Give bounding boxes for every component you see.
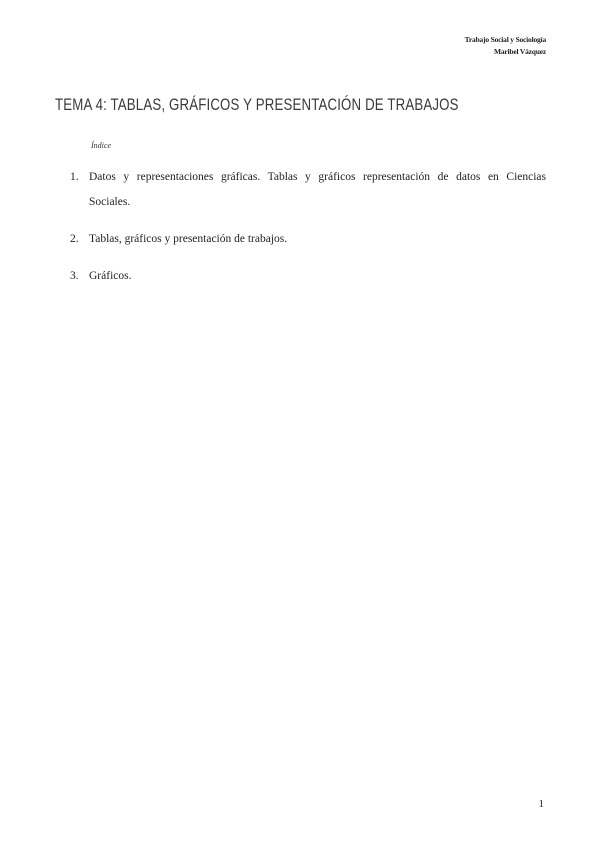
toc-item-3 (70, 264, 546, 289)
page-title: TEMA 4: TABLAS, GRÁFICOS Y PRESENTACIÓN DE TRABAJOS (55, 95, 459, 114)
running-header (465, 34, 546, 58)
toc-heading: Índice (91, 141, 111, 150)
toc-item-2 (70, 227, 546, 252)
toc-item-text: Tablas, gráficos y presentación de trabajos. (89, 233, 288, 245)
header-subject: Trabajo Social y Sociología (464, 35, 546, 44)
toc-item-number: 3. (70, 270, 79, 282)
toc-item-1 (70, 165, 546, 215)
header-author: Maribel Vázquez (493, 47, 546, 56)
toc-item-number: 1. (70, 171, 79, 183)
toc-item-text: Datos y representaciones gráficas. Tablas y gráficos representación de datos en Ciencias Sociales. (89, 171, 546, 208)
page-number: 1 (538, 798, 544, 810)
toc-item-number: 2. (70, 233, 79, 245)
toc-list (70, 165, 546, 301)
toc-item-text: Gráficos. (89, 270, 132, 282)
